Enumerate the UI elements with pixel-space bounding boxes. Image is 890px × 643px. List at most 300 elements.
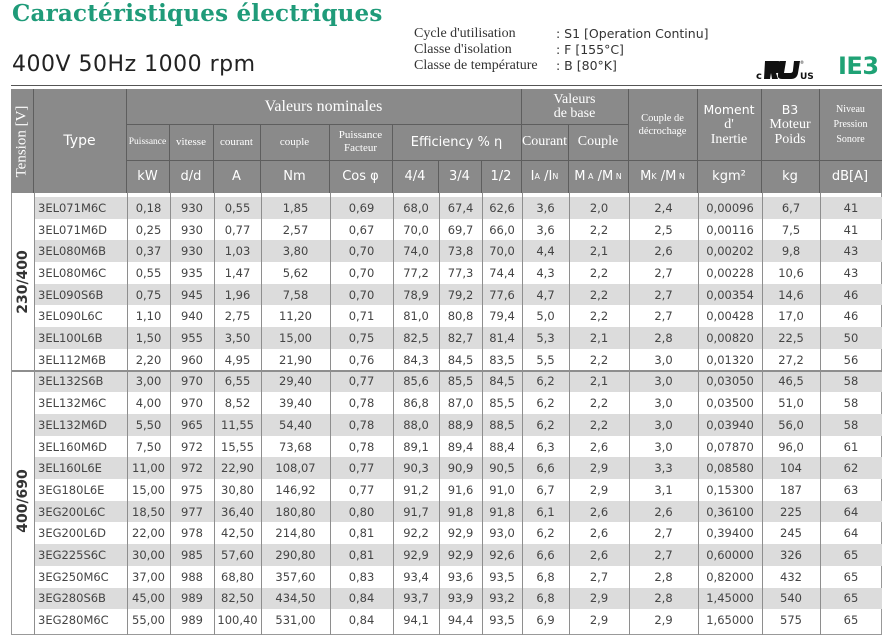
cell-niveau-sonore: 61: [843, 439, 859, 454]
cell-cos-phi: 0,80: [348, 504, 375, 519]
header-vitesse: vitesse: [176, 136, 206, 148]
cell-niveau-sonore: 43: [843, 244, 859, 259]
cell-inertie: 0,00820: [706, 331, 754, 346]
cell-ia-in: 3,6: [536, 200, 555, 215]
cell-eff-4-4: 89,1: [403, 439, 429, 454]
column-divider: [214, 193, 215, 635]
header-poids: [761, 89, 819, 160]
cell-mk-mn: 2,7: [654, 265, 673, 280]
header-moment-line1: Moment: [703, 102, 755, 117]
cell-mk-mn: 2,5: [654, 222, 673, 237]
unit-inertie: kgm²: [712, 169, 746, 184]
header-divider: [11, 85, 882, 86]
cell-eff-1-2: 91,8: [489, 504, 515, 519]
cell-eff-4-4: 74,0: [403, 244, 429, 259]
cell-inertie: 0,39400: [706, 526, 754, 541]
cell-cos-phi: 0,69: [348, 200, 375, 215]
cell-poids: 22,5: [778, 331, 804, 346]
header-valeurs-de-base-line1: Valeurs: [553, 91, 596, 107]
cell-ma-mn: 2,9: [589, 482, 609, 497]
cell-eff-3-4: 80,8: [447, 309, 474, 324]
header-efficiency: Efficiency % η: [410, 134, 503, 150]
cell-inertie: 0,00096: [706, 200, 754, 215]
cell-eff-1-2: 88,5: [489, 417, 515, 432]
table-row: [34, 219, 882, 241]
cell-puissance-kw: 1,10: [135, 309, 162, 324]
cell-niveau-sonore: 46: [843, 309, 859, 324]
column-divider: [261, 193, 262, 635]
cell-eff-4-4: 81,0: [403, 309, 429, 324]
cell-courant: 36,40: [221, 504, 254, 519]
cell-type: 3EL090L6C: [38, 309, 103, 324]
cell-type: 3EG280S6B: [38, 591, 106, 606]
cell-mk-mn: 2,7: [654, 548, 673, 563]
cell-poids: 96,0: [778, 439, 804, 454]
cell-ma-mn: 2,2: [589, 309, 609, 324]
ul-us-text: US: [800, 72, 814, 81]
unit-eff-1-2: 1/2: [490, 169, 512, 184]
cell-couple: 1,85: [282, 200, 309, 215]
cell-niveau-sonore: 65: [843, 591, 859, 606]
header-tension: [11, 89, 33, 193]
table-row: [34, 197, 882, 219]
cell-courant: 11,55: [221, 417, 254, 432]
cell-eff-4-4: 90,3: [403, 461, 429, 476]
header-decrochage-line2: décrochage: [638, 125, 687, 137]
unit-cos-phi: Cos φ: [342, 169, 379, 184]
cell-eff-1-2: 85,5: [489, 396, 515, 411]
column-divider: [170, 193, 171, 635]
cell-courant: 1,96: [224, 287, 251, 302]
cell-eff-1-2: 81,4: [489, 331, 515, 346]
cell-mk-mn: 3,0: [654, 374, 673, 389]
cell-courant: 22,90: [221, 461, 254, 476]
cell-ma-mn: 2,1: [589, 374, 609, 389]
cell-cos-phi: 0,71: [348, 309, 375, 324]
cell-mk-mn: 2,9: [654, 613, 673, 628]
cell-inertie: 0,03500: [706, 396, 754, 411]
cell-mk-mn: 3,0: [654, 417, 673, 432]
spec-label: Cycle d'utilisation: [414, 26, 516, 41]
cell-puissance-kw: 5,50: [135, 417, 162, 432]
header-couple-decrochage: [628, 89, 697, 160]
cell-ma-mn: 2,2: [589, 352, 609, 367]
cell-courant: 0,77: [224, 222, 251, 237]
spec-label: Classe d'isolation: [414, 42, 512, 57]
cell-poids: 56,0: [778, 417, 804, 432]
cell-ma-mn: 2,1: [589, 244, 609, 259]
header-niveau-line2: Pression: [833, 119, 868, 130]
cell-niveau-sonore: 65: [843, 569, 859, 584]
table-header: [11, 89, 882, 193]
column-divider: [34, 193, 35, 635]
cell-vitesse: 955: [181, 331, 203, 346]
cell-puissance-kw: 11,00: [132, 461, 165, 476]
cell-inertie: 0,00202: [706, 244, 754, 259]
cell-puissance-kw: 0,75: [135, 287, 162, 302]
header-puissance-facteur-line2: Facteur: [344, 142, 377, 154]
cell-eff-4-4: 82,5: [403, 331, 429, 346]
cell-ia-in: 6,2: [536, 374, 555, 389]
cell-eff-1-2: 66,0: [489, 222, 515, 237]
cell-cos-phi: 0,78: [348, 417, 375, 432]
cell-puissance-kw: 0,37: [135, 244, 162, 259]
cell-type: 3EG200L6D: [38, 526, 107, 541]
cell-vitesse: 970: [181, 374, 203, 389]
table-row: [34, 240, 882, 262]
cell-type: 3EG225S6C: [38, 548, 107, 563]
cell-inertie: 0,03940: [706, 417, 754, 432]
cell-courant: 3,50: [224, 331, 251, 346]
voltage-group-label: [12, 371, 34, 631]
cell-vitesse: 970: [181, 396, 203, 411]
cell-eff-3-4: 93,9: [447, 591, 474, 606]
cell-type: 3EG200L6C: [38, 504, 106, 519]
cell-ia-in: 4,4: [536, 244, 555, 259]
cell-vitesse: 985: [181, 548, 203, 563]
cell-mk-mn: 2,6: [654, 244, 673, 259]
cell-ia-in: 5,5: [536, 352, 555, 367]
cell-poids: 46,5: [778, 374, 804, 389]
table-row: [34, 501, 882, 523]
cell-type: 3EL132M6C: [38, 396, 107, 411]
cell-niveau-sonore: 58: [843, 417, 859, 432]
cell-eff-3-4: 91,6: [447, 482, 474, 497]
cell-niveau-sonore: 64: [843, 504, 859, 519]
cell-couple: 5,62: [282, 265, 309, 280]
cell-niveau-sonore: 62: [843, 461, 859, 476]
column-divider: [393, 193, 394, 635]
table-body: [11, 193, 882, 635]
cell-cos-phi: 0,84: [348, 591, 375, 606]
cell-vitesse: 972: [181, 461, 203, 476]
cell-poids: 225: [780, 504, 802, 519]
cell-eff-1-2: 77,6: [489, 287, 515, 302]
voltage-value: 400/690: [15, 469, 31, 533]
cell-vitesse: 978: [181, 526, 203, 541]
header-niveau-line1: Niveau: [836, 104, 865, 115]
cell-poids: 245: [780, 526, 802, 541]
header-tension-label: Tension [V]: [13, 105, 30, 177]
cell-cos-phi: 0,76: [348, 352, 375, 367]
cell-eff-1-2: 88,4: [489, 439, 515, 454]
cell-couple: 108,07: [275, 461, 316, 476]
cell-niveau-sonore: 46: [843, 287, 859, 302]
unit-vitesse: d/d: [180, 169, 202, 184]
cell-inertie: 0,00354: [706, 287, 754, 302]
cell-inertie: 0,00228: [706, 265, 754, 280]
cell-poids: 14,6: [778, 287, 804, 302]
header-poids-line1: B3: [781, 102, 799, 117]
cell-mk-mn: 2,7: [654, 309, 673, 324]
cell-courant: 1,47: [224, 265, 251, 280]
page-subtitle: 400V 50Hz 1000 rpm: [12, 52, 256, 77]
cell-eff-3-4: 90,9: [447, 461, 474, 476]
cell-type: 3EL160L6E: [38, 461, 102, 476]
cell-mk-mn: 3,1: [654, 482, 673, 497]
cell-type: 3EL160M6D: [38, 439, 108, 454]
cell-ma-mn: 2,6: [589, 548, 609, 563]
spec-value: : B [80°K]: [556, 58, 617, 73]
table-row: [34, 588, 882, 610]
column-divider: [439, 193, 440, 635]
cell-niveau-sonore: 63: [843, 482, 859, 497]
cell-puissance-kw: 0,25: [135, 222, 162, 237]
cell-type: 3EG280M6C: [38, 613, 109, 628]
cell-ia-in: 6,6: [536, 548, 555, 563]
cell-eff-1-2: 93,0: [489, 526, 515, 541]
cell-eff-1-2: 92,6: [489, 548, 515, 563]
cell-ia-in: 6,9: [536, 613, 555, 628]
cell-mk-mn: 2,8: [654, 569, 673, 584]
cell-poids: 432: [780, 569, 802, 584]
cell-courant: 1,03: [224, 244, 251, 259]
ul-registered-mark: ®: [800, 60, 804, 65]
cell-inertie: 0,00116: [706, 222, 754, 237]
header-poids-line2: Moteur: [769, 117, 811, 132]
cell-ia-in: 6,6: [536, 461, 555, 476]
cell-courant: 42,50: [221, 526, 254, 541]
cell-eff-4-4: 94,1: [403, 613, 429, 628]
cell-couple: 21,90: [279, 352, 312, 367]
cell-couple: 146,92: [275, 482, 316, 497]
cell-cos-phi: 0,84: [348, 613, 375, 628]
cell-eff-4-4: 85,6: [403, 374, 429, 389]
cell-eff-4-4: 93,7: [403, 591, 429, 606]
table-row: [34, 414, 882, 436]
ul-c-text: c: [756, 71, 762, 81]
cell-vitesse: 989: [181, 613, 203, 628]
cell-type: 3EL100L6B: [38, 331, 103, 346]
cell-eff-3-4: 79,2: [447, 287, 474, 302]
table-row: [34, 327, 882, 349]
cell-eff-4-4: 77,2: [403, 265, 429, 280]
cell-cos-phi: 0,81: [348, 548, 375, 563]
cell-ia-in: 6,8: [536, 569, 555, 584]
group-divider: [12, 370, 882, 372]
page-title: Caractéristiques électriques: [12, 0, 383, 27]
table-row: [34, 566, 882, 588]
cell-couple: 214,80: [275, 526, 316, 541]
cell-courant: 4,95: [224, 352, 251, 367]
cell-couple: 290,80: [275, 548, 316, 563]
cell-vitesse: 930: [181, 222, 203, 237]
header-niveau-sonore: [819, 89, 882, 160]
unit-puissance-kw: kW: [137, 169, 158, 184]
header-courant: courant: [220, 136, 253, 148]
cell-ia-in: 5,0: [536, 309, 555, 324]
cell-inertie: 0,01320: [706, 352, 754, 367]
cell-courant: 82,50: [221, 591, 254, 606]
cell-puissance-kw: 55,00: [132, 613, 165, 628]
table-row: [34, 544, 882, 566]
column-divider: [127, 193, 128, 635]
header-moment-inertie: [697, 89, 761, 160]
cell-eff-1-2: 70,0: [489, 244, 515, 259]
cell-niveau-sonore: 58: [843, 396, 859, 411]
header-moment-line2: d': [724, 117, 734, 132]
unit-eff-4-4: 4/4: [404, 169, 426, 184]
cell-vitesse: 989: [181, 591, 203, 606]
table-row: [34, 349, 882, 371]
cell-courant: 0,55: [224, 200, 251, 215]
cell-vitesse: 960: [181, 352, 203, 367]
cell-couple: 2,57: [282, 222, 309, 237]
cell-poids: 9,8: [781, 244, 801, 259]
cell-niveau-sonore: 58: [843, 374, 859, 389]
spec-label: Classe de température: [414, 58, 538, 73]
cell-inertie: 0,07870: [706, 439, 754, 454]
cell-cos-phi: 0,70: [348, 287, 375, 302]
cell-courant: 6,55: [224, 374, 251, 389]
cell-ia-in: 5,3: [536, 331, 555, 346]
cell-cos-phi: 0,77: [348, 374, 375, 389]
cell-vitesse: 988: [181, 569, 203, 584]
spec-insulation-class: [414, 42, 709, 58]
cell-eff-4-4: 92,2: [403, 526, 429, 541]
cell-eff-3-4: 82,7: [447, 331, 474, 346]
cell-inertie: 1,65000: [706, 613, 754, 628]
cell-cos-phi: 0,83: [348, 569, 375, 584]
table-row: [34, 609, 882, 631]
cell-eff-1-2: 62,6: [489, 200, 515, 215]
cell-ia-in: 6,7: [536, 482, 555, 497]
cell-inertie: 0,82000: [706, 569, 754, 584]
cell-type: 3EL090S6B: [38, 287, 104, 302]
cell-couple: 29,40: [279, 374, 312, 389]
cell-ma-mn: 2,1: [589, 331, 609, 346]
header-valeurs-nominales: Valeurs nominales: [264, 97, 383, 115]
cell-eff-1-2: 93,5: [489, 613, 515, 628]
cell-poids: 575: [780, 613, 802, 628]
cell-ma-mn: 2,7: [589, 569, 609, 584]
column-divider: [330, 193, 331, 635]
cell-ma-mn: 2,9: [589, 591, 609, 606]
cell-vitesse: 930: [181, 244, 203, 259]
cell-inertie: 0,36100: [706, 504, 754, 519]
unit-poids: kg: [782, 169, 798, 184]
cell-poids: 326: [780, 548, 802, 563]
cell-eff-3-4: 85,5: [447, 374, 474, 389]
table-row: [34, 371, 882, 393]
cell-type: 3EL080M6C: [38, 265, 107, 280]
cell-couple: 54,40: [279, 417, 312, 432]
cell-ma-mn: 2,2: [589, 417, 609, 432]
cell-eff-1-2: 93,5: [489, 569, 515, 584]
cell-ia-in: 4,7: [536, 287, 555, 302]
cell-vitesse: 935: [181, 265, 203, 280]
cell-type: 3EL071M6C: [38, 200, 107, 215]
cell-puissance-kw: 22,00: [132, 526, 165, 541]
header-moment-line3: Inertie: [710, 132, 748, 147]
ie3-efficiency-badge: IE3: [838, 52, 879, 80]
cell-mk-mn: 2,8: [654, 331, 673, 346]
header-base-courant: Courant: [521, 134, 568, 149]
cell-cos-phi: 0,78: [348, 396, 375, 411]
header-puissance: Puissance: [128, 137, 167, 147]
header-couple: couple: [279, 136, 310, 148]
cell-eff-3-4: 93,6: [447, 569, 474, 584]
cell-eff-3-4: 67,4: [447, 200, 474, 215]
header-puissance-facteur: [329, 124, 392, 160]
table-row: [34, 306, 882, 328]
column-divider: [629, 193, 630, 635]
cell-couple: 15,00: [279, 331, 312, 346]
cell-eff-4-4: 93,4: [403, 569, 429, 584]
cell-ia-in: 6,2: [536, 526, 555, 541]
cell-cos-phi: 0,70: [348, 244, 375, 259]
cell-niveau-sonore: 41: [843, 222, 859, 237]
cell-eff-4-4: 92,9: [403, 548, 429, 563]
header-valeurs-de-base-line2: de base: [553, 105, 596, 121]
cell-niveau-sonore: 56: [843, 352, 859, 367]
cell-mk-mn: 2,7: [654, 287, 673, 302]
cell-eff-3-4: 91,8: [447, 504, 474, 519]
cell-inertie: 0,60000: [706, 548, 754, 563]
cell-puissance-kw: 15,00: [132, 482, 165, 497]
cell-vitesse: 972: [181, 439, 203, 454]
cell-ma-mn: 2,2: [589, 396, 609, 411]
cell-poids: 17,0: [778, 309, 804, 324]
cell-puissance-kw: 4,00: [135, 396, 162, 411]
unit-mk-mn: M K /M N: [640, 169, 685, 184]
cell-mk-mn: 3,0: [654, 439, 673, 454]
cell-cos-phi: 0,77: [348, 461, 375, 476]
cell-niveau-sonore: 43: [843, 265, 859, 280]
unit-ma-mn: M A /M N: [574, 169, 622, 184]
cell-eff-3-4: 94,4: [447, 613, 474, 628]
cell-mk-mn: 2,8: [654, 591, 673, 606]
cell-mk-mn: 3,3: [654, 461, 673, 476]
cell-inertie: 0,00428: [706, 309, 754, 324]
cell-niveau-sonore: 65: [843, 548, 859, 563]
table-row: [34, 479, 882, 501]
spec-value: : S1 [Operation Continu]: [556, 26, 709, 41]
cell-couple: 531,00: [275, 613, 316, 628]
column-divider: [569, 193, 570, 635]
cell-inertie: 0,03050: [706, 374, 754, 389]
cell-type: 3EL080M6B: [38, 244, 107, 259]
cell-type: 3EG180L6E: [38, 482, 105, 497]
cell-cos-phi: 0,78: [348, 439, 375, 454]
cell-ma-mn: 2,9: [589, 613, 609, 628]
spec-value: : F [155°C]: [556, 42, 624, 57]
cell-eff-4-4: 91,2: [403, 482, 429, 497]
voltage-value: 230/400: [15, 250, 31, 314]
cell-inertie: 0,15300: [706, 482, 754, 497]
cell-eff-3-4: 88,9: [447, 417, 474, 432]
cell-courant: 2,75: [224, 309, 251, 324]
cell-poids: 540: [780, 591, 802, 606]
cell-couple: 3,80: [282, 244, 309, 259]
cell-puissance-kw: 0,55: [135, 265, 162, 280]
cell-type: 3EG250M6C: [38, 569, 109, 584]
cell-eff-3-4: 69,7: [447, 222, 474, 237]
cell-ma-mn: 2,2: [589, 265, 609, 280]
cell-ma-mn: 2,6: [589, 504, 609, 519]
cell-eff-4-4: 91,7: [403, 504, 429, 519]
unit-eff-3-4: 3/4: [449, 169, 470, 184]
cell-eff-3-4: 77,3: [447, 265, 474, 280]
header-base-couple: Couple: [577, 134, 619, 149]
cell-puissance-kw: 3,00: [135, 374, 162, 389]
table-row: [34, 523, 882, 545]
cell-poids: 10,6: [778, 265, 804, 280]
cell-ma-mn: 2,2: [589, 222, 609, 237]
cell-niveau-sonore: 65: [843, 613, 859, 628]
cell-poids: 6,7: [781, 200, 801, 215]
header-niveau-line3: Sonore: [836, 134, 865, 145]
